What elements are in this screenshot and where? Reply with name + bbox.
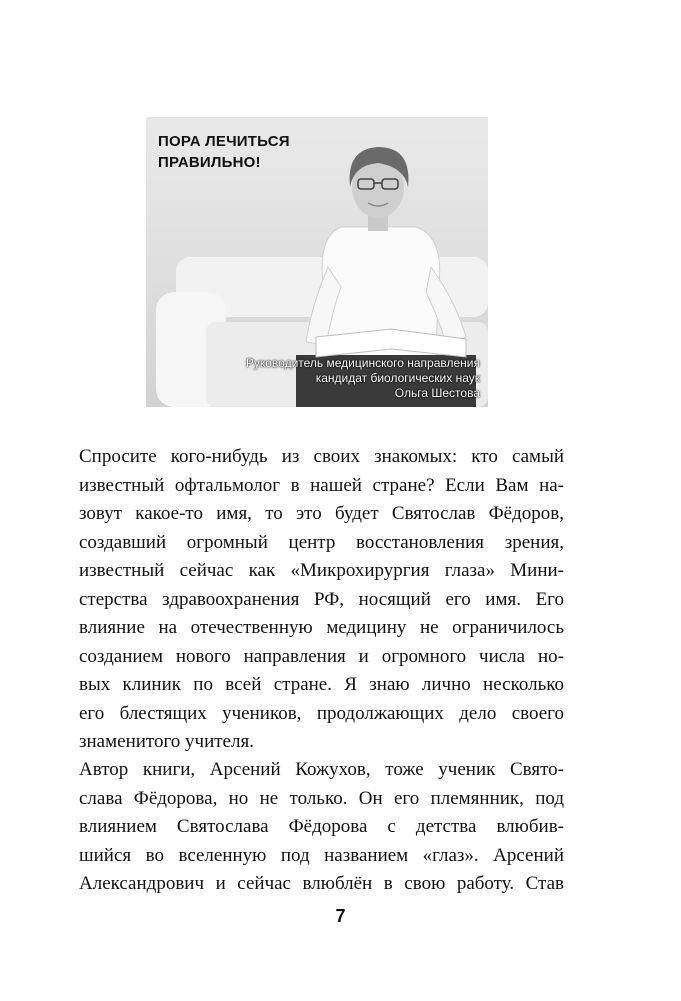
paragraph-line: создавший огромный центр восстановления зрения,: [79, 531, 564, 553]
caption-line-degree: кандидат биологических наук: [315, 371, 480, 385]
author-photo: [146, 117, 488, 407]
paragraph-line: слава Фёдорова, но не только. Он его племянник, под: [79, 787, 564, 809]
paragraph-line: влияние на отечественную медицину не ограничилось: [79, 617, 564, 638]
paragraph-line: его блестящих учеников, продолжающих дело своего: [79, 702, 564, 724]
paragraph-line: зовут какое-то имя, то это будет Святослав Фёдоров,: [79, 503, 564, 524]
photo-headline: ПОРА ЛЕЧИТЬСЯ ПРАВИЛЬНО!: [158, 133, 290, 171]
paragraph-line: шийся во вселенную под названием «глаз». Арсений: [79, 844, 564, 866]
paragraph-line: Спросите кого-нибудь из своих знакомых: кто самый: [79, 446, 564, 467]
caption-line-name: Ольга Шестова: [394, 386, 480, 400]
paragraph-line: вых клиник по всей стране. Я знаю лично несколько: [79, 674, 564, 695]
photo-caption: [246, 356, 480, 401]
paragraph-line: влиянием Святослава Фёдорова с детства влюбив-: [79, 816, 564, 837]
paragraph-1: [79, 443, 564, 757]
caption-line-position: Руководитель медицинского направления: [245, 356, 480, 370]
paragraph-line: знаменитого учителя.: [79, 731, 254, 752]
paragraph-line: Александрович и сейчас влюблён в свою работу. Став: [79, 873, 564, 894]
paragraph-line: созданием нового направления и огромного числа но-: [79, 645, 564, 667]
paragraph-2: [79, 756, 564, 899]
page-number: 7: [335, 906, 346, 926]
paragraph-line: известный сейчас как «Микрохирургия глаза» Мини-: [79, 560, 564, 581]
paragraph-line: Автор книги, Арсений Кожухов, тоже ученик Свято-: [79, 759, 564, 780]
paragraph-line: известный офтальмолог в нашей стране? Если Вам на-: [79, 474, 564, 496]
paragraph-line: стерства здравоохранения РФ, носящий его имя. Его: [79, 588, 564, 610]
